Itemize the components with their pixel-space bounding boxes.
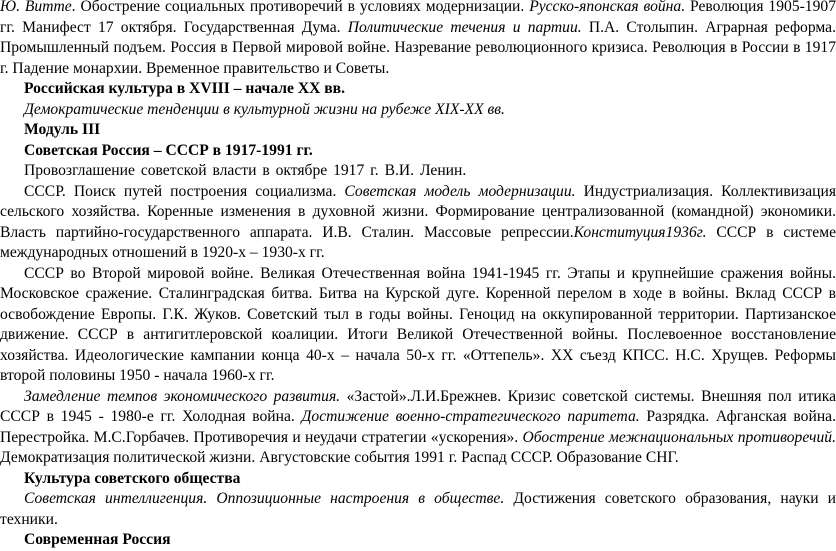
heading-modern-russia: Современная Россия: [0, 530, 836, 551]
text-stolypin-1917: П.А. Столыпин. Аграрная реформа. Промышленный подъем. Россия в Первой мировой войне. Назревание революционного кризиса. Революция в России в 1917 г. Падение монархии. Временное правительство и Советы.: [0, 19, 836, 77]
paragraph-proclamation: Провозглашение советской власти в октябре 1917 г. В.И. Ленин.: [0, 161, 836, 182]
text-social-contradictions: . Обострение социальных противоречий в условиях модернизации.: [72, 0, 530, 15]
text-brezhnev-cold-war: «Застой».Л.И.Брежнев. Кризис советской системы. Внешняя пол итика СССР в 1945 - 1980-е гг. Холодная война.: [0, 388, 836, 426]
heading-soviet-russia: Советская Россия – СССР в 1917-1991 гг.: [0, 141, 836, 162]
text-revolution-duma: Революция 1905-1907 гг. Манифест 17 октября. Государственная Дума.: [0, 0, 836, 36]
text-international-relations: СССР в системе международных отношений в 1920-х – 1930-х гг.: [0, 224, 836, 262]
text-ussr-socialism: СССР. Поиск путей построения социализма.: [24, 183, 344, 200]
heading-module-3: Модуль III: [0, 120, 836, 141]
text-political-parties: Политические течения и партии.: [348, 19, 582, 36]
text-industrialization: Индустриализация. Коллективизация сельского хозяйства. Коренные изменения в духовной жизни. Формирование централизованной (командной) экономики. Власть партийно-государственного аппарата. И.В. Сталин. Массовые репрессии.: [0, 183, 836, 241]
text-education-science: Достижения советского образования, науки и техники.: [0, 490, 836, 528]
text-economic-slowdown: Замедление темпов экономического развития.: [24, 388, 340, 405]
text-interethnic-contradictions: Обострение межнациональных противоречий.: [523, 429, 836, 446]
text-strategic-parity: Достижение военно-стратегического паритета.: [302, 408, 640, 425]
paragraph-ussr-socialism: [0, 182, 836, 264]
paragraph-revolution-1905: [0, 0, 836, 79]
text-constitution-1936: Конституция1936г.: [574, 224, 707, 241]
subheading-democratic-tendencies: Демократические тенденции в культурной жизни на рубеже XIX-XX вв.: [0, 100, 836, 121]
text-democratization-cis: Демократизация политической жизни. Августовские события 1991 г. Распад СССР. Образование СНГ.: [0, 449, 679, 466]
text-intelligentsia: Советская интеллигенция. Оппозиционные настроения в обществе.: [24, 490, 504, 507]
text-perestroika: Разрядка. Афганская война. Перестройка. М.С.Горбачев. Противоречия и неудачи стратегии «ускорения».: [0, 408, 836, 446]
text-russo-japanese-war: Русско-японская война.: [529, 0, 685, 15]
paragraph-stagnation: [0, 387, 836, 469]
paragraph-ww2: СССР во Второй мировой войне. Великая Отечественная война 1941-1945 гг. Этапы и крупнейшие сражения войны. Московское сражение. Сталинградская битва. Битва на Курской дуге. Коренной перелом в ходе в войны. Вклад СССР в освобождение Европы. Г.К. Жуков. Советский тыл в годы войны. Геноцид на оккупированной территории. Партизанское движение. СССР в антигитлеровской коалиции. Итоги Великой Отечественной войны. Послевоенное восстановление хозяйства. Идеологические кампании конца 40-х – начала 50-х гг. «Оттепель». XX съезд КПСС. Н.С. Хрущев. Реформы второй половины 1950 - начала 1960-х гг.: [0, 264, 836, 387]
heading-culture-18-20: Российская культура в XVIII – начале XX вв.: [0, 79, 836, 100]
paragraph-intelligentsia: [0, 489, 836, 530]
heading-soviet-culture: Культура советского общества: [0, 469, 836, 490]
text-witte: Ю. Витте: [0, 0, 72, 15]
text-soviet-modernization: Советская модель модернизации.: [344, 183, 575, 200]
